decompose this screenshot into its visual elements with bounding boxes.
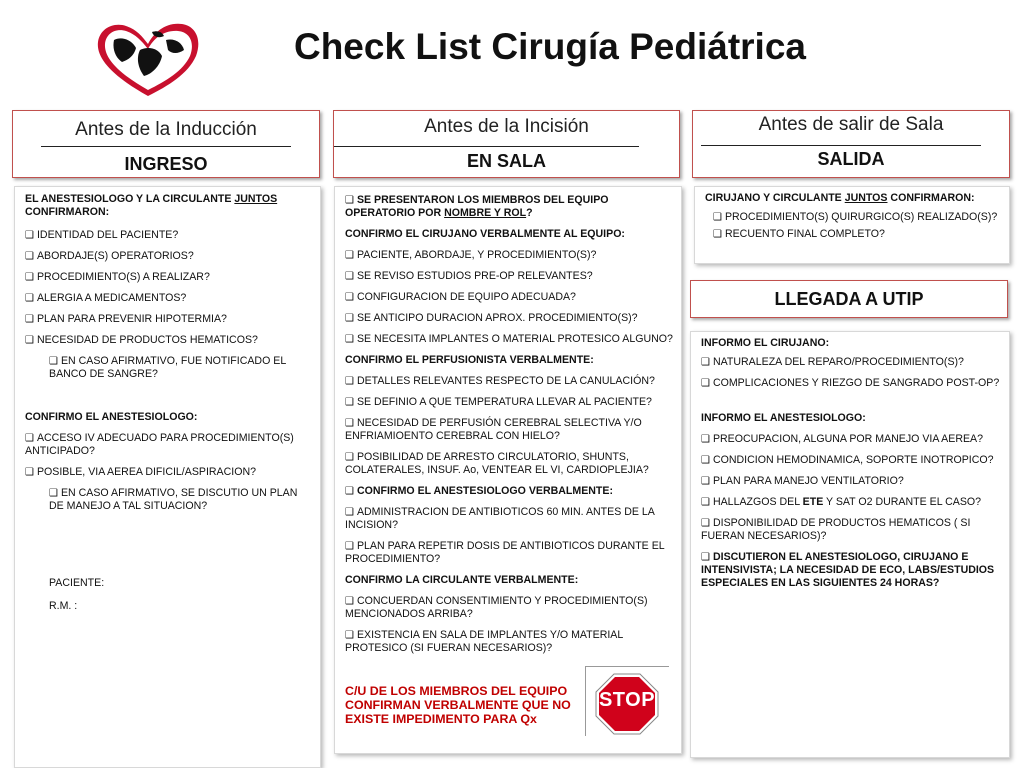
checkbox-icon: ❑	[345, 334, 354, 345]
header-exit	[692, 110, 1010, 178]
list-item[interactable]: ❑ ABORDAJE(S) OPERATORIOS?	[25, 250, 194, 262]
list-item[interactable]: ❑ POSIBILIDAD DE ARRESTO CIRCULATORIO, SHUNTS, COLATERALES, INSUF. Ao, VENTEAR EL VI, CARDIOPLEJIA?	[345, 451, 649, 476]
list-item[interactable]: ❑ ACCESO IV ADECUADO PARA PROCEDIMIENTO(S) ANTICIPADO?	[25, 432, 294, 457]
page-title: Check List Cirugía Pediátrica	[293, 26, 806, 67]
checkbox-icon: ❑	[345, 630, 354, 641]
warning-text	[345, 684, 595, 726]
list-item[interactable]: ❑ ADMINISTRACION DE ANTIBIOTICOS 60 MIN. ANTES DE LA INCISION?	[345, 506, 655, 531]
checkbox-icon: ❑	[701, 455, 710, 466]
list-item[interactable]: ❑ HALLAZGOS DEL ETE Y SAT O2 DURANTE EL CASO?	[701, 496, 982, 508]
checkbox-icon: ❑	[49, 488, 58, 499]
checkbox-icon: ❑	[345, 271, 354, 282]
induction-panel	[14, 186, 321, 768]
stop-sign-frame	[585, 666, 669, 736]
header-divider	[41, 146, 291, 147]
list-item[interactable]: ❑ COMPLICACIONES Y RIEZGO DE SANGRADO POST-OP?	[701, 377, 1000, 389]
list-item[interactable]: ❑ CONDICION HEMODINAMICA, SOPORTE INOTROPICO?	[701, 454, 994, 466]
list-item[interactable]: ❑ CONFIGURACION DE EQUIPO ADECUADA?	[345, 291, 576, 303]
checkbox-icon: ❑	[25, 335, 34, 346]
list-item[interactable]: ❑ IDENTIDAD DEL PACIENTE?	[25, 229, 179, 241]
checkbox-icon: ❑	[345, 397, 354, 408]
list-item[interactable]: ❑ PROCEDIMIENTO(S) QUIRURGICO(S) REALIZADO(S)?	[713, 211, 998, 223]
list-item[interactable]: ❑ PLAN PARA MANEJO VENTILATORIO?	[701, 475, 904, 487]
checkbox-icon: ❑	[701, 378, 710, 389]
checkbox-icon: ❑	[25, 433, 34, 444]
header-exit-label: SALIDA	[817, 149, 885, 169]
checkbox-icon: ❑	[345, 376, 354, 387]
checkbox-icon: ❑	[345, 596, 354, 607]
utip-header: LLEGADA A UTIP	[690, 280, 1008, 318]
header-divider	[334, 146, 639, 147]
header-incision	[333, 110, 680, 178]
list-item[interactable]: ❑ CONCUERDAN CONSENTIMIENTO Y PROCEDIMIENTO(S) MENCIONADOS ARRIBA?	[345, 595, 648, 620]
header-induction	[12, 110, 320, 178]
list-item[interactable]: ❑ PLAN PARA PREVENIR HIPOTERMIA?	[25, 313, 227, 325]
checkbox-icon: ❑	[345, 486, 354, 497]
checkbox-icon: ❑	[25, 230, 34, 241]
warning-line: C/U DE LOS MIEMBROS DEL EQUIPO	[345, 684, 568, 698]
header-exit-subtitle: Antes de salir de Sala	[758, 114, 944, 135]
section-heading: CONFIRMO EL PERFUSIONISTA VERBALMENTE:	[345, 354, 594, 366]
checkbox-icon: ❑	[701, 497, 710, 508]
list-sub-item[interactable]: ❑ EN CASO AFIRMATIVO, FUE NOTIFICADO EL BANCO DE SANGRE?	[49, 355, 286, 380]
list-item[interactable]: ❑ CONFIRMO EL ANESTESIOLOGO VERBALMENTE:	[345, 485, 613, 497]
checkbox-icon: ❑	[345, 507, 354, 518]
record-label: R.M. :	[49, 600, 78, 612]
header-induction-subtitle: Antes de la Inducción	[75, 119, 257, 140]
checkbox-icon: ❑	[701, 552, 710, 563]
induction-intro: EL ANESTESIOLOGO Y LA CIRCULANTE JUNTOS CONFIRMARON:	[25, 193, 278, 218]
checkbox-icon: ❑	[345, 452, 354, 463]
list-item[interactable]: ❑ DISCUTIERON EL ANESTESIOLOGO, CIRUJANO E INTENSIVISTA; LA NECESIDAD DE ECO, LABS/ESTUDIOS ESPECIALES EN LAS SIGUIENTES 24 HORAS?	[701, 551, 995, 589]
list-item[interactable]: ❑ SE NECESITA IMPLANTES O MATERIAL PROTESICO ALGUNO?	[345, 333, 673, 345]
checkbox-icon: ❑	[701, 476, 710, 487]
section-heading: CONFIRMO LA CIRCULANTE VERBALMENTE:	[345, 574, 579, 586]
exit-panel	[694, 186, 1010, 264]
list-item[interactable]: ❑ RECUENTO FINAL COMPLETO?	[713, 228, 885, 240]
header-incision-label: EN SALA	[466, 151, 546, 171]
heart-world-logo-icon	[92, 18, 204, 100]
checkbox-icon: ❑	[25, 467, 34, 478]
list-item[interactable]: ❑ NATURALEZA DEL REPARO/PROCEDIMIENTO(S)?	[701, 356, 964, 368]
header-divider	[701, 145, 981, 146]
stop-sign-text: STOP	[598, 689, 656, 711]
section-heading: INFORMO EL CIRUJANO:	[701, 337, 830, 349]
list-sub-item[interactable]: ❑ EN CASO AFIRMATIVO, SE DISCUTIO UN PLAN DE MANEJO A TAL SITUACION?	[49, 487, 298, 512]
checkbox-icon: ❑	[345, 313, 354, 324]
checkbox-icon: ❑	[345, 250, 354, 261]
list-item[interactable]: ❑ NECESIDAD DE PERFUSIÓN CEREBRAL SELECTIVA Y/O ENFRIAMIOENTO CEREBRAL CON HIELO?	[345, 417, 642, 442]
checkbox-icon: ❑	[345, 541, 354, 552]
checkbox-icon: ❑	[25, 251, 34, 262]
list-item[interactable]: ❑ EXISTENCIA EN SALA DE IMPLANTES Y/O MATERIAL PROTESICO (SI FUERAN NECESARIOS)?	[345, 629, 623, 654]
list-item[interactable]: ❑ PLAN PARA REPETIR DOSIS DE ANTIBIOTICOS DURANTE EL PROCEDIMIENTO?	[345, 540, 665, 565]
section-heading: CONFIRMO EL CIRUJANO VERBALMENTE AL EQUIPO:	[345, 228, 625, 240]
list-item[interactable]: ❑ PROCEDIMIENTO(S) A REALIZAR?	[25, 271, 210, 283]
checkbox-icon: ❑	[49, 356, 58, 367]
checkbox-icon: ❑	[25, 314, 34, 325]
checkbox-icon: ❑	[345, 418, 354, 429]
list-item[interactable]: ❑ PREOCUPACION, ALGUNA POR MANEJO VIA AEREA?	[701, 433, 983, 445]
list-item[interactable]: ❑ SE DEFINIO A QUE TEMPERATURA LLEVAR AL PACIENTE?	[345, 396, 652, 408]
list-item[interactable]: ❑ PACIENTE, ABORDAJE, Y PROCEDIMIENTO(S)?	[345, 249, 597, 261]
header-induction-label: INGRESO	[124, 154, 208, 174]
checkbox-icon: ❑	[701, 434, 710, 445]
list-item[interactable]: ❑ ALERGIA A MEDICAMENTOS?	[25, 292, 187, 304]
checkbox-icon: ❑	[345, 292, 354, 303]
list-item[interactable]: ❑ SE ANTICIPO DURACION APROX. PROCEDIMIENTO(S)?	[345, 312, 638, 324]
exit-intro: CIRUJANO Y CIRCULANTE JUNTOS CONFIRMARON:	[705, 192, 975, 204]
warning-line: CONFIRMAN VERBALMENTE QUE NO	[345, 698, 571, 712]
checkbox-icon: ❑	[713, 229, 722, 240]
list-item[interactable]: ❑ DISPONIBILIDAD DE PRODUCTOS HEMATICOS ( SI FUERAN NECESARIOS)?	[701, 517, 971, 542]
checkbox-icon: ❑	[25, 293, 34, 304]
list-item[interactable]: ❑ SE REVISO ESTUDIOS PRE-OP RELEVANTES?	[345, 270, 593, 282]
list-item[interactable]: ❑ DETALLES RELEVANTES RESPECTO DE LA CANULACIÓN?	[345, 375, 655, 387]
utip-panel	[690, 331, 1010, 758]
list-item[interactable]: ❑ NECESIDAD DE PRODUCTOS HEMATICOS?	[25, 334, 258, 346]
header-incision-subtitle: Antes de la Incisión	[424, 116, 589, 137]
section-heading: CONFIRMO EL ANESTESIOLOGO:	[25, 411, 198, 423]
section-heading: INFORMO EL ANESTESIOLOGO:	[701, 412, 866, 424]
patient-label: PACIENTE:	[49, 577, 105, 589]
checkbox-icon: ❑	[713, 212, 722, 223]
checkbox-icon: ❑	[25, 272, 34, 283]
list-item[interactable]: ❑ SE PRESENTARON LOS MIEMBROS DEL EQUIPO OPERATORIO POR NOMBRE Y ROL?	[345, 194, 609, 219]
checkbox-icon: ❑	[345, 195, 354, 206]
checkbox-icon: ❑	[701, 518, 710, 529]
list-item[interactable]: ❑ POSIBLE, VIA AEREA DIFICIL/ASPIRACION?	[25, 466, 256, 478]
checkbox-icon: ❑	[701, 357, 710, 368]
warning-line: EXISTE IMPEDIMENTO PARA Qx	[345, 712, 537, 726]
